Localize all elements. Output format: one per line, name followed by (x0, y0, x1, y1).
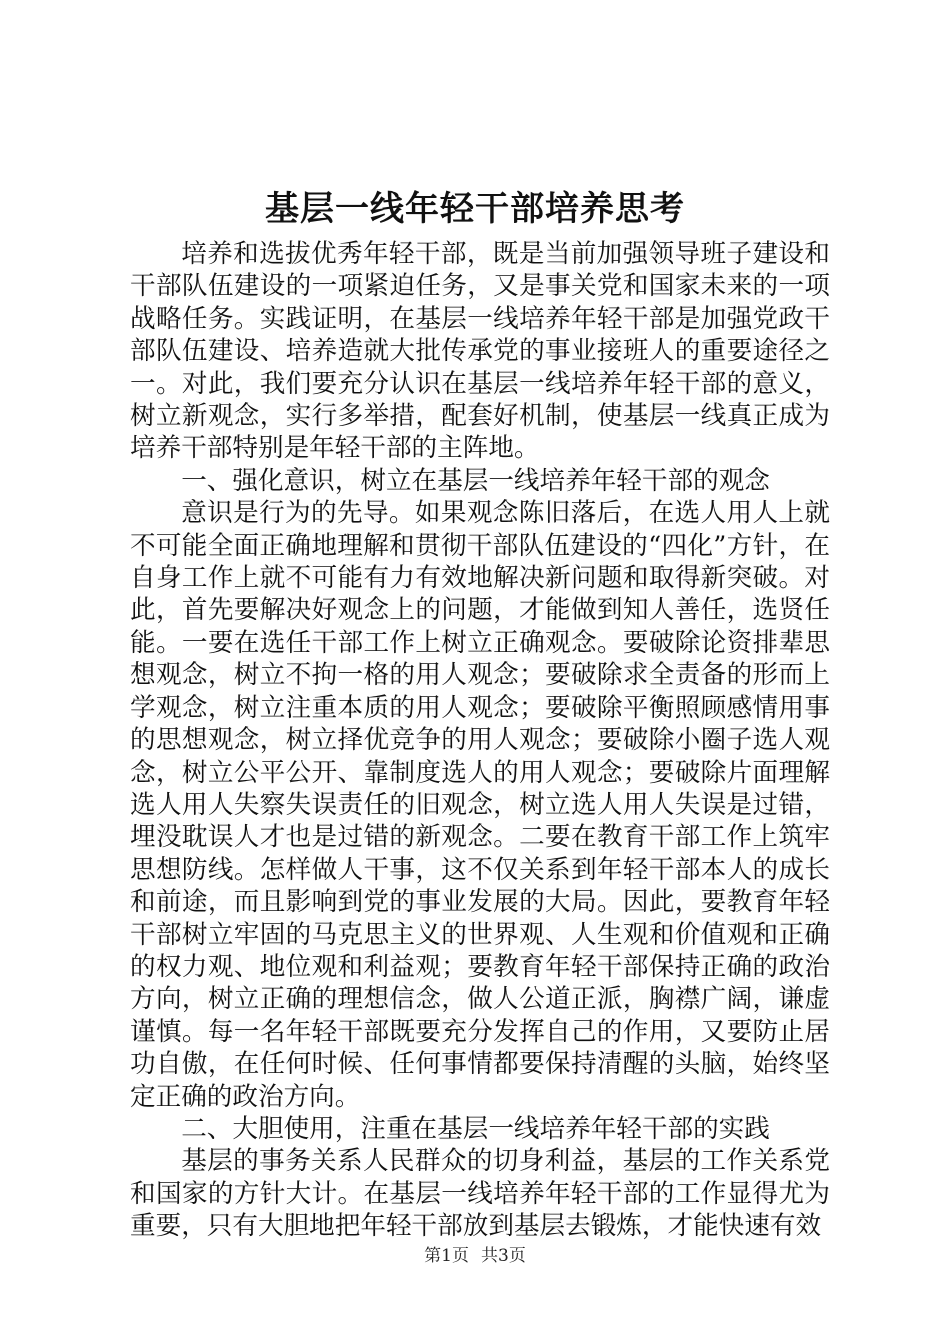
page-number: 第1页 (424, 1246, 469, 1266)
section-heading-1: 一、强化意识，树立在基层一线培养年轻干部的观念 (181, 465, 770, 496)
intro-paragraph: 培养和选拔优秀年轻干部，既是当前加强领导班子建设和干部队伍建设的一项紧迫任务，又是事关党和国家未来的一项战略任务。实践证明，在基层一线培养年轻干部是加强党政干部队伍建设、培养造就大批传承党的事业接班人的重要途径之一。对此，我们要充分认识在基层一线培养年轻干部的意义，树立新观念，实行多举措，配套好机制，使基层一线真正成为培养干部特别是年轻干部的主阵地。 (130, 239, 830, 464)
page-total: 共3页 (481, 1246, 526, 1266)
section-heading-2: 二、大胆使用，注重在基层一线培养年轻干部的实践 (181, 1113, 770, 1144)
document-title: 基层一线年轻干部培养思考 (265, 189, 685, 229)
document-body (130, 238, 830, 1243)
page-footer (0, 1245, 950, 1267)
section-2-paragraph: 基层的事务关系人民群众的切身利益，基层的工作关系党和国家的方针大计。在基层一线培养年轻干部的工作显得尤为重要，只有大胆地把年轻干部放到基层去锻炼，才能快速有效 (130, 1146, 830, 1242)
section-1-paragraph: 意识是行为的先导。如果观念陈旧落后，在选人用人上就不可能全面正确地理解和贯彻干部队伍建设的“四化”方针，在自身工作上就不可能有力有效地解决新问题和取得新突破。对此，首先要解决好观念上的问题，才能做到知人善任，选贤任能。一要在选任干部工作上树立正确观念。要破除论资排辈思想观念，树立不拘一格的用人观念；要破除求全责备的形而上学观念，树立注重本质的用人观念；要破除平衡照顾感情用事的思想观念，树立择优竞争的用人观念；要破除小圈子选人观念，树立公平公开、靠制度选人的用人观念；要破除片面理解选人用人失察失误责任的旧观念，树立选人用人失误是过错，埋没耽误人才也是过错的新观念。二要在教育干部工作上筑牢思想防线。怎样做人干事，这不仅关系到年轻干部本人的成长和前途，而且影响到党的事业发展的大局。因此，要教育年轻干部树立牢固的马克思主义的世界观、人生观和价值观和正确的权力观、地位观和利益观；要教育年轻干部保持正确的政治方向，树立正确的理想信念，做人公道正派，胸襟广阔，谦虚谨慎。每一名年轻干部既要充分发挥自己的作用，又要防止居功自傲，在任何时候、任何事情都要保持清醒的头脑，始终坚定正确的政治方向。 (130, 498, 830, 1112)
